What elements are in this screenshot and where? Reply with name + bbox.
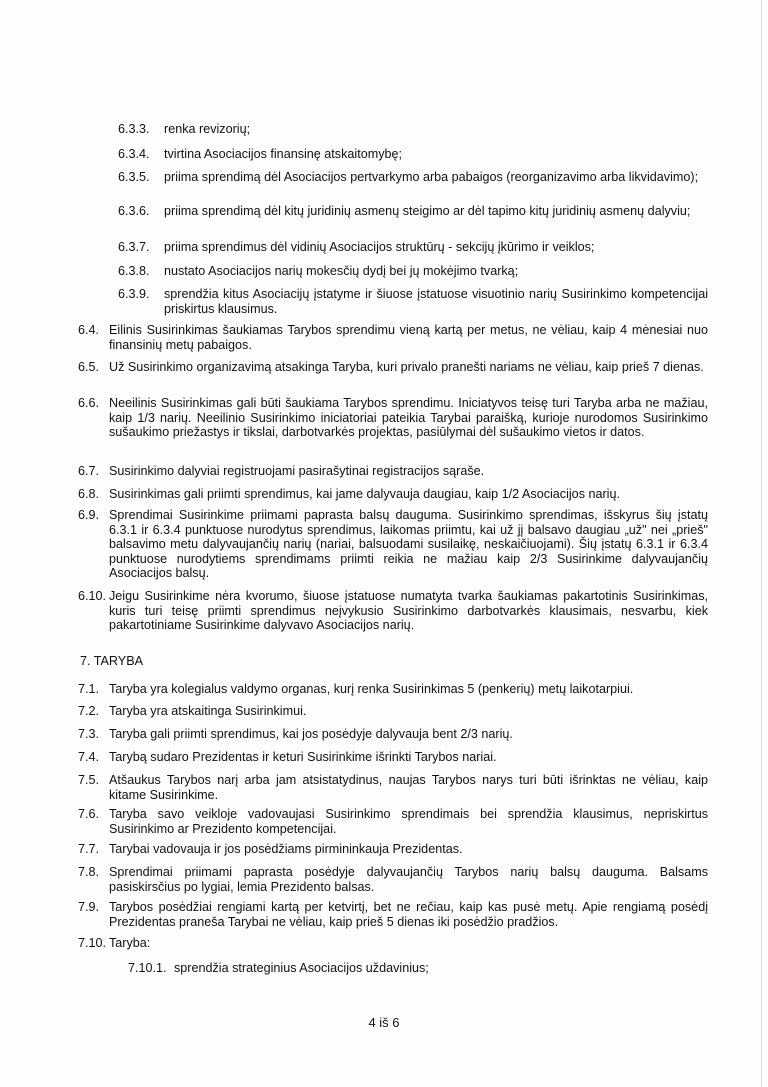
- clause-number: 6.10.: [78, 589, 107, 603]
- clause-number: 7.10.1.: [128, 961, 167, 975]
- clause-text: Eilinis Susirinkimas šaukiamas Tarybos sprendimu vieną kartą per metus, ne vėliau, kaip 4 mėnesiai nuo finansinių metų pabaigos.: [109, 323, 708, 352]
- clause-text: Taryba savo veikloje vadovaujasi Susirinkimo sprendimais bei sprendžia klausimus, nepriskirtus Susirinkimo ar Prezidento kompetencijai.: [109, 807, 708, 836]
- clause-text: renka revizorių;: [164, 122, 251, 136]
- clause-number: 7.9.: [78, 900, 100, 914]
- clause-6-3-7: [118, 240, 708, 255]
- clause-number: 6.3.6.: [118, 204, 150, 218]
- page-number: 4 iš 6: [368, 1015, 400, 1030]
- clause-number: 7.7.: [78, 842, 100, 856]
- clause-text: sprendžia kitus Asociacijų įstatyme ir šiuose įstatuose visuotinio narių Susirinkimo kompetencijai priskirtus klausimus.: [164, 287, 708, 316]
- clause-text: Taryba yra kolegialus valdymo organas, kurį renka Susirinkimas 5 (penkerių) metų laikotarpiui.: [109, 682, 634, 696]
- clause-number: 6.3.3.: [118, 122, 150, 136]
- clause-7-10: [78, 936, 708, 951]
- clause-7-5: [78, 773, 708, 802]
- clause-number: 6.9.: [78, 508, 100, 522]
- clause-text: Atšaukus Tarybos narį arba jam atsistatydinus, naujas Tarybos narys turi būti išrinktas ne vėliau, kaip kitame Susirinkime.: [109, 773, 708, 802]
- clause-6-3-5: [118, 170, 708, 185]
- clause-number: 7.6.: [78, 807, 100, 821]
- clause-6-3-6: [118, 204, 708, 219]
- clause-number: 7.1.: [78, 682, 100, 696]
- clause-6-6: [78, 396, 708, 440]
- section-heading: 7. TARYBA: [80, 654, 143, 668]
- clause-text: priima sprendimą dėl kitų juridinių asmenų steigimo ar dėl tapimo kitų juridinių asmenų dalyviu;: [164, 204, 691, 218]
- clause-text: Taryba gali priimti sprendimus, kai jos posėdyje dalyvauja bent 2/3 narių.: [109, 727, 513, 741]
- clause-text: Sprendimai priimami paprasta posėdyje dalyvaujančių Tarybos narių balsų dauguma. Balsams pasiskirsčius po lygiai, lemia Prezidento balsas.: [109, 865, 708, 894]
- clause-6-9: [78, 508, 708, 581]
- clause-text: Jeigu Susirinkime nėra kvorumo, šiuose įstatuose numatyta tvarka šaukiamas pakartotinis Susirinkimas, kuris turi teisę priimti sprendimus neįvykusio Susirinkimo darbotvarkės klausimais, nesvarbu, kiek pakartotiniame Susirinkime dalyvavo Asociacijos narių.: [109, 589, 708, 632]
- clause-7-4: [78, 750, 708, 765]
- clause-6-7: [78, 464, 708, 479]
- clause-7-7: [78, 842, 708, 857]
- clause-number: 6.3.4.: [118, 147, 150, 161]
- clause-text: tvirtina Asociacijos finansinę atskaitomybę;: [164, 147, 402, 161]
- clause-text: Taryba yra atskaitinga Susirinkimui.: [109, 704, 307, 718]
- clause-7-8: [78, 865, 708, 894]
- clause-text: priima sprendimus dėl vidinių Asociacijos struktūrų - sekcijų įkūrimo ir veiklos;: [164, 240, 595, 254]
- scan-edge-line: [761, 0, 762, 1087]
- clause-text: Susirinkimas gali priimti sprendimus, kai jame dalyvauja daugiau, kaip 1/2 Asociacijos narių.: [109, 487, 620, 501]
- clause-number: 6.3.9.: [118, 287, 150, 301]
- clause-text: sprendžia strateginius Asociacijos uždavinius;: [174, 961, 429, 975]
- clause-6-3-4: [118, 147, 708, 162]
- clause-6-4: [78, 323, 708, 352]
- clause-number: 7.5.: [78, 773, 100, 787]
- clause-number: 7.3.: [78, 727, 100, 741]
- clause-number: 6.5.: [78, 360, 100, 374]
- clause-6-8: [78, 487, 708, 502]
- clause-6-10: [78, 589, 708, 633]
- clause-text: Susirinkimo dalyviai registruojami pasirašytinai registracijos sąraše.: [109, 464, 485, 478]
- clause-text: Tarybos posėdžiai rengiami kartą per ketvirtį, bet ne rečiau, kaip kas pusė metų. Apie rengiamą posėdį Prezidentas praneša Tarybai ne vėliau, kaip prieš 5 dienas iki posėdžio pradžios.: [109, 900, 708, 929]
- clause-text: priima sprendimą dėl Asociacijos pertvarkymo arba pabaigos (reorganizavimo arba likvidavimo);: [164, 170, 699, 184]
- clause-text: Už Susirinkimo organizavimą atsakinga Taryba, kuri privalo pranešti nariams ne vėliau, kaip prieš 7 dienas.: [109, 360, 704, 374]
- clause-text: Taryba:: [109, 936, 151, 950]
- clause-6-3-3: [118, 122, 708, 137]
- clause-7-3: [78, 727, 708, 742]
- clause-number: 7.10.: [78, 936, 107, 950]
- clause-6-3-9: [118, 287, 708, 316]
- clause-6-5: [78, 360, 708, 375]
- clause-number: 7.4.: [78, 750, 100, 764]
- clause-number: 7.2.: [78, 704, 100, 718]
- clause-number: 6.6.: [78, 396, 100, 410]
- clause-number: 7.8.: [78, 865, 100, 879]
- clause-7-6: [78, 807, 708, 836]
- clause-7-10-1: [128, 961, 708, 976]
- clause-text: Neeilinis Susirinkimas gali būti šaukiama Tarybos sprendimu. Iniciatyvos teisę turi Taryba arba ne mažiau, kaip 1/3 narių. Neeilinio Susirinkimo iniciatoriai pateikia Tarybai paraišką, kurioje nurodomos Susirinkimo sušaukimo priežastys ir tikslai, darbotvarkės projektas, pasiūlymai dėl sušaukimo vietos ir datos.: [109, 396, 708, 439]
- clause-number: 6.3.7.: [118, 240, 150, 254]
- clause-number: 6.4.: [78, 323, 100, 337]
- clause-7-1: [78, 682, 708, 697]
- clause-text: Sprendimai Susirinkime priimami paprasta balsų dauguma. Susirinkimo sprendimas, išskyrus šių įstatų 6.3.1 ir 6.3.4 punktuose nurodytus sprendimus, laikomas priimtu, kai už jį balsavo daugiau „už" nei „prieš" balsavimo metu dalyvaujančių narių (nariai, balsuodami susilaikę, neskaičiuojami). Šių įstatų 6.3.1 ir 6.3.4 punktuose nurodytiems sprendimams priimti reikia ne mažiau kaip 2/3 Susirinkime dalyvaujančių Asociacijos balsų.: [109, 508, 708, 580]
- clause-number: 6.7.: [78, 464, 100, 478]
- clause-7-2: [78, 704, 708, 719]
- clause-text: Tarybai vadovauja ir jos posėdžiams pirmininkauja Prezidentas.: [109, 842, 463, 856]
- clause-text: nustato Asociacijos narių mokesčių dydį bei jų mokėjimo tvarką;: [164, 264, 519, 278]
- clause-number: 6.8.: [78, 487, 100, 501]
- clause-text: Tarybą sudaro Prezidentas ir keturi Susirinkime išrinkti Tarybos nariai.: [109, 750, 497, 764]
- clause-number: 6.3.5.: [118, 170, 150, 184]
- clause-7-9: [78, 900, 708, 929]
- clause-number: 6.3.8.: [118, 264, 150, 278]
- clause-6-3-8: [118, 264, 708, 279]
